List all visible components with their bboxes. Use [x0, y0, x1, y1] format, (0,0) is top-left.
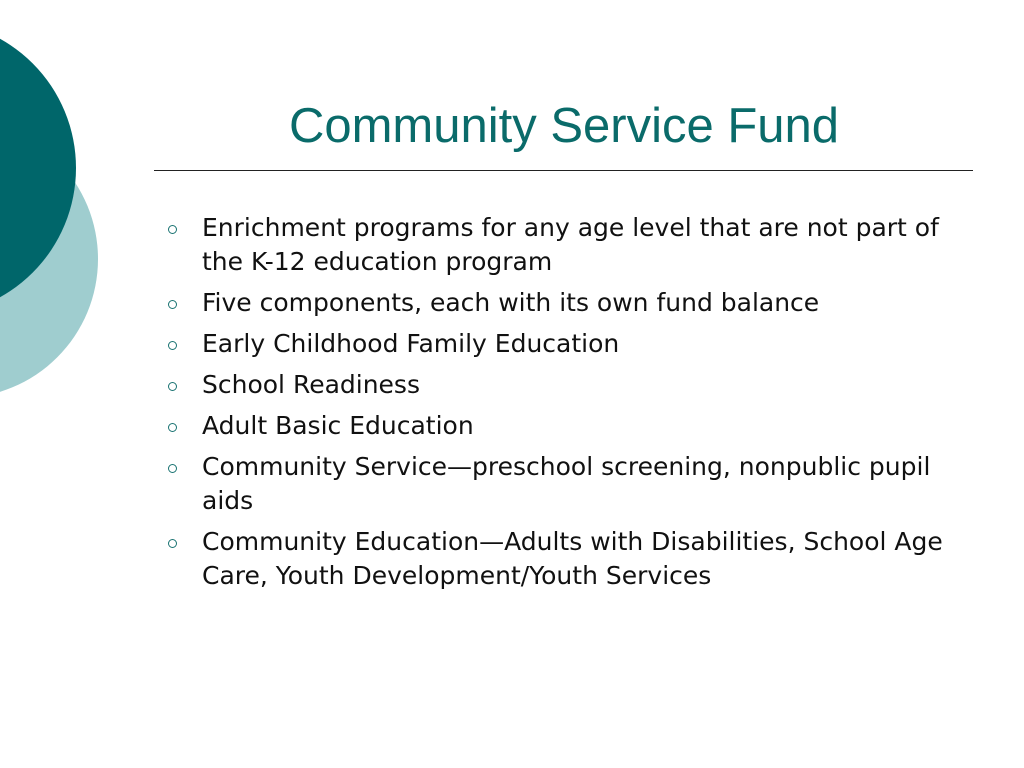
- hollow-circle-bullet-icon: [168, 225, 177, 234]
- bullet-item: [164, 525, 974, 593]
- hollow-circle-bullet-icon: [168, 464, 177, 473]
- bullet-text: Early Childhood Family Education: [202, 329, 620, 358]
- bullet-item: [164, 286, 974, 320]
- bullet-text: School Readiness: [202, 370, 420, 399]
- bullet-item: [164, 368, 974, 402]
- bullet-text: Community Education—Adults with Disabilities, School Age Care, Youth Development/Youth Services: [202, 527, 943, 590]
- bullet-item: [164, 327, 974, 361]
- bullet-text: Enrichment programs for any age level that are not part of the K-12 education program: [202, 213, 939, 276]
- hollow-circle-bullet-icon: [168, 423, 177, 432]
- slide-title: Community Service Fund: [288, 99, 840, 153]
- bullet-item: [164, 450, 974, 518]
- hollow-circle-bullet-icon: [168, 539, 177, 548]
- bullet-text: Five components, each with its own fund balance: [202, 288, 820, 317]
- bullet-text: Community Service—preschool screening, nonpublic pupil aids: [202, 452, 931, 515]
- hollow-circle-bullet-icon: [168, 300, 177, 309]
- hollow-circle-bullet-icon: [168, 382, 177, 391]
- bullet-list: [164, 211, 974, 600]
- hollow-circle-bullet-icon: [168, 341, 177, 350]
- bullet-item: [164, 409, 974, 443]
- title-divider: [154, 170, 973, 171]
- bullet-text: Adult Basic Education: [202, 411, 474, 440]
- bullet-item: [164, 211, 974, 279]
